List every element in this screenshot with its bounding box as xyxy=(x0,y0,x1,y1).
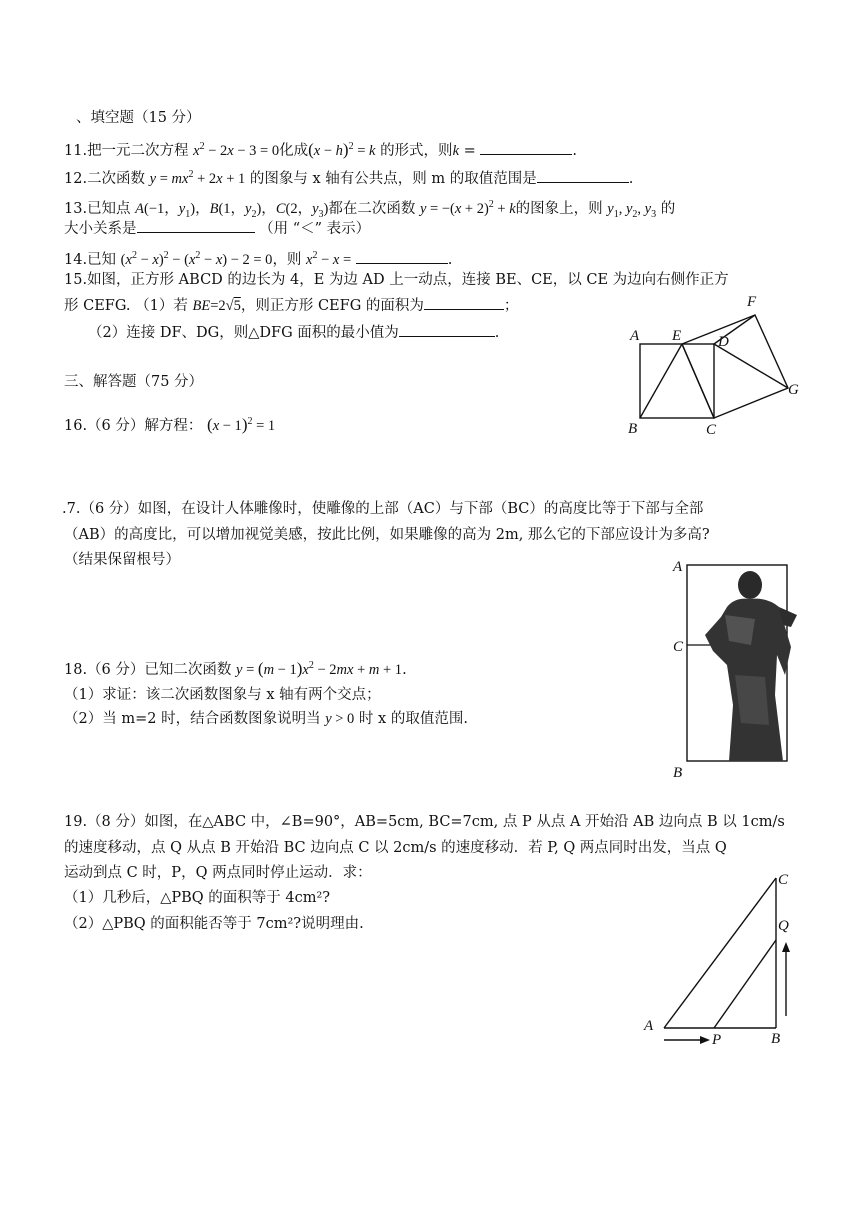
fig19-label-c: C xyxy=(778,872,789,888)
q15-line3-end: . xyxy=(494,325,500,341)
q13-answer-blank[interactable] xyxy=(137,218,255,233)
question-12 xyxy=(64,165,633,189)
fig19-label-q: Q xyxy=(778,918,789,934)
question-19-line3: 运动到点 C 时，P，Q 两点同时停止运动．求： xyxy=(64,865,372,881)
q18-line1-pre: 18.（6 分）已知二次函数 xyxy=(64,661,232,678)
q15-blank-1[interactable] xyxy=(424,295,504,310)
q18-line1-end: . xyxy=(402,661,407,678)
q13-pre-text: 已知点 xyxy=(87,200,131,217)
q11-answer-blank[interactable] xyxy=(480,140,572,155)
q15-line2-end: ； xyxy=(503,298,519,314)
q15-blank-2[interactable] xyxy=(399,322,495,337)
question-15-line3 xyxy=(88,322,499,343)
q13-function: $y = -(x + 2)^2 + k$ xyxy=(419,199,516,217)
q14-number: 14. xyxy=(64,251,88,268)
segment-be xyxy=(640,344,682,418)
fig15-label-f: F xyxy=(747,294,757,310)
q13-points: A(−1，$y_1$)，B(1，$y_2$)，C(2，$y_3$) xyxy=(135,200,329,220)
q14-equation: $(x^2 - x)^2 - (x^2 - x) - 2 = 0$ xyxy=(120,250,273,268)
q18-line3-post: 时 x 的取值范围. xyxy=(358,711,468,727)
arrow-right-head xyxy=(700,1036,710,1044)
question-19-line5: （2）△PBQ 的面积能否等于 7cm²?说明理由. xyxy=(64,916,364,932)
question-19-line4: （1）几秒后，△PBQ 的面积等于 4cm²? xyxy=(64,890,331,906)
q13-line1-end: 的 xyxy=(660,200,676,217)
question-19-line1: 19.（8 分）如图，在△ABC 中，∠B=90°，AB=5cm, BC=7cm, 点 P 从点 A 开始沿 AB 边向点 B 以 1cm/s xyxy=(64,814,785,830)
q16-equation: $(x - 1)^2 = 1$ xyxy=(207,414,276,434)
q14-expression: $x^2 - x$ = xyxy=(306,250,352,268)
q11-vertex-form: $(x - h)^2 = k$ xyxy=(308,139,376,159)
section-header-solve: 三、解答题（75 分） xyxy=(64,374,204,390)
q12-function: $y = mx^2 + 2x + 1$ xyxy=(149,169,246,187)
q13-line2-pre: 大小关系是 xyxy=(64,221,137,237)
segment-ac xyxy=(664,878,776,1028)
q11-equation: $x^2 - 2x - 3 = 0$ xyxy=(193,141,280,159)
q11-number: 11. xyxy=(64,142,88,159)
question-17-line2: （AB）的高度比，可以增加视觉美感，按此比例，如果雕像的高为 2m, 那么它的下部应设计为多高? xyxy=(64,527,710,543)
section-header-fill-blank: 、填空题（15 分） xyxy=(76,110,201,126)
q13-y-values: $y_1$, $y_2$, $y_3$ xyxy=(607,200,657,220)
question-11: 11.把一元二次方程 $x^2 - 2x - 3 = 0$化成$(x - h)^2 = k$ 的形式，则k = . xyxy=(64,139,577,159)
square-abcd xyxy=(640,344,714,418)
fig15-label-c: C xyxy=(706,422,717,438)
question-18-line1 xyxy=(64,656,407,680)
question-18-line3 xyxy=(64,709,468,729)
q15-line1-text: 如图，正方形 ABCD 的边长为 4，E 为边 AD 上一动点，连接 BE、CE，以 CE 为边向右侧作正方 xyxy=(87,272,729,288)
q11-post-text: 的形式，则 xyxy=(380,142,453,159)
fig15-label-b: B xyxy=(628,421,638,437)
q12-pre-text: 二次函数 xyxy=(87,170,146,187)
question-17-line3: （结果保留根号） xyxy=(64,552,180,568)
q12-end: . xyxy=(628,170,634,187)
segment-dg xyxy=(714,344,788,388)
q11-pre-text: 把一元二次方程 xyxy=(87,142,189,159)
fig15-label-g: G xyxy=(788,382,799,398)
q18-function: $y = (m - 1)x^2 - 2mx + m + 1$ xyxy=(236,658,403,678)
figure-17-statue xyxy=(665,555,805,785)
question-15-line1 xyxy=(64,270,729,290)
q13-mid-text: 都在二次函数 xyxy=(328,200,416,217)
question-16 xyxy=(64,412,275,436)
question-19-line2: 的速度移动，点 Q 从点 B 开始沿 BC 边向点 C 以 2cm/s 的速度移动．若 P, Q 两点同时出发，当点 Q xyxy=(64,840,727,856)
q13-number: 13. xyxy=(64,200,88,217)
question-14 xyxy=(64,246,452,270)
fig17-label-a: A xyxy=(673,559,683,575)
question-15-line2 xyxy=(64,295,518,316)
q15-line2-mid: ，则正方形 CEFG 的面积为 xyxy=(240,298,424,314)
q15-line3-pre: （2）连接 DF、DG，则△DFG 面积的最小值为 xyxy=(88,325,399,341)
question-17-line1: .7.（6 分）如图，在设计人体雕像时，使雕像的上部（AC）与下部（BC）的高度比等于下部与全部 xyxy=(62,501,704,517)
q11-end: . xyxy=(572,142,577,159)
q14-answer-blank[interactable] xyxy=(356,249,448,264)
fig15-label-e: E xyxy=(672,328,682,344)
segment-pq xyxy=(714,940,776,1028)
figure-15-squares xyxy=(620,288,810,438)
q15-be-value: BE=2√5 xyxy=(192,298,241,314)
q12-mid-text: 的图象与 x 轴有公共点，则 m 的取值范围是 xyxy=(249,170,537,187)
question-18-line2: （1）求证：该二次函数图象与 x 轴有两个交点； xyxy=(64,687,381,703)
fig17-label-c: C xyxy=(673,639,684,655)
q14-mid-text: ，则 xyxy=(272,251,302,268)
q15-line2-pre: 形 CEFG. （1）若 xyxy=(64,298,188,314)
q18-line3-pre: （2）当 m=2 时，结合函数图象说明当 xyxy=(64,711,321,727)
q11-mid-text: 化成 xyxy=(279,142,309,159)
q14-pre-text: 已知 xyxy=(87,251,117,268)
fig19-label-a: A xyxy=(644,1018,654,1034)
square-cefg xyxy=(682,315,788,418)
q12-number: 12. xyxy=(64,170,88,187)
q13-post-text: 的图象上，则 xyxy=(515,200,603,217)
fig17-label-b: B xyxy=(673,765,683,781)
fig19-label-p: P xyxy=(712,1032,722,1048)
q18-condition: y > 0 xyxy=(325,711,355,727)
fig15-label-d: D xyxy=(718,334,729,350)
question-13-line2 xyxy=(64,218,370,239)
fig19-label-b: B xyxy=(771,1031,781,1047)
q16-label: 16.（6 分）解方程： xyxy=(64,417,203,434)
fig15-label-a: A xyxy=(630,328,640,344)
figure-19-triangle xyxy=(640,868,800,1053)
statue-silhouette xyxy=(705,571,797,761)
q13-line2-post: （用 “＜” 表示） xyxy=(259,221,371,237)
q15-number: 15. xyxy=(64,272,88,288)
q11-k-var: k xyxy=(452,142,459,159)
arrow-up-head xyxy=(782,942,790,952)
q12-answer-blank[interactable] xyxy=(537,168,629,183)
q14-end: . xyxy=(447,251,453,268)
